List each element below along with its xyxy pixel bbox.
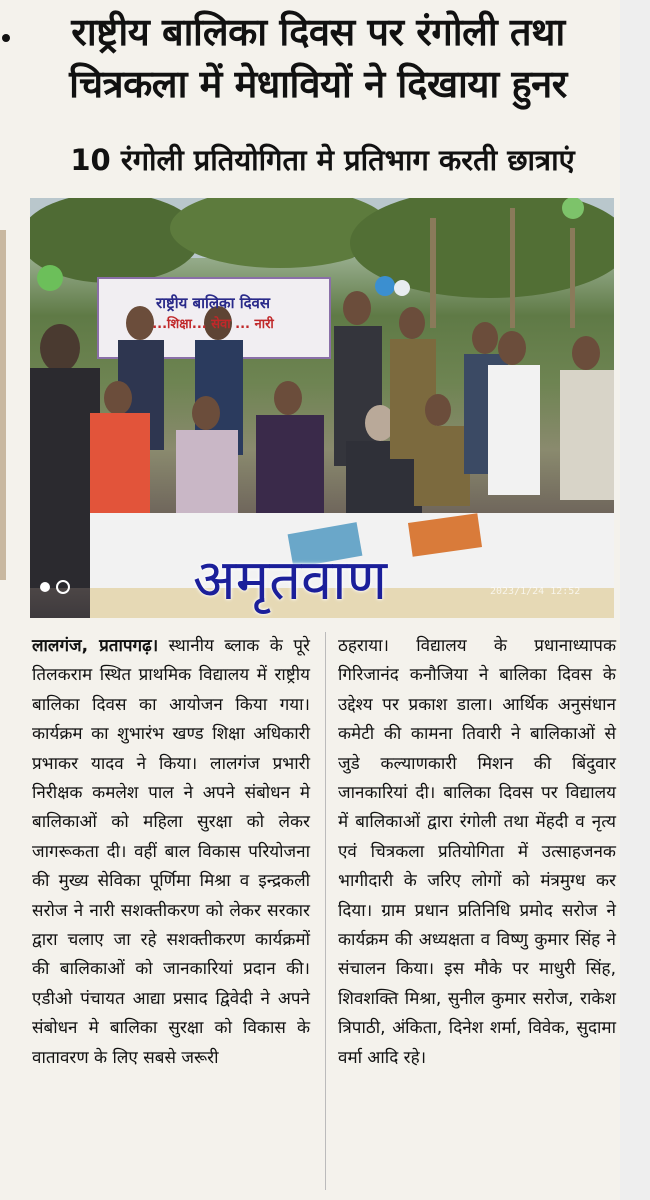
banner-line-1: राष्ट्रीय बालिका दिवस (155, 294, 271, 312)
banner-line-2: ...शिक्षा... सेवा ... नारी (152, 317, 274, 332)
photo-banner (102, 292, 324, 344)
watermark-text: अमृतवाण (192, 548, 388, 613)
dateline: लालगंज, प्रतापगढ़। (32, 636, 159, 656)
headline-line-1: राष्ट्रीय बालिका दिवस पर रंगोली तथा (71, 10, 565, 54)
headline-line-2: चित्रकला में मेधावियों ने दिखाया हुनर (69, 62, 567, 106)
camera-ring-icon (56, 580, 70, 594)
camera-dot-icon (40, 582, 50, 592)
headline-bullet (2, 34, 10, 42)
column-divider (325, 632, 326, 1190)
news-photo (30, 198, 614, 618)
headline (18, 6, 618, 110)
subheadline: 10 रंगोली प्रतियोगिता मे प्रतिभाग करती छात्राएं (70, 143, 575, 177)
article-left-text: स्थानीय ब्लाक के पूरे तिलकराम स्थित प्राथमिक विद्यालय में राष्ट्रीय बालिका दिवस का आयोजन किया गया। कार्यक्रम का शुभारंभ खण्ड शिक्षा अधिकारी प्रभाकर यादव ने किया। लालगंज प्रभारी निरीक्षक कमलेश पाल ने अपने संबोधन मे बालिकाओं को महिला सुरक्षा को लेकर जागरूकता दी। वहीं बाल विकास परियोजना की मुख्य सेविका पूर्णिमा मिश्रा व इन्द्रकली सरोज ने नारी सशक्तीकरण को लेकर सरकार द्वारा चलाए जा रहे सशक्तीकरण कार्यक्रमों की बालिकाओं को जानकारियां प्रदान की। एडीओ पंचायत आद्या प्रसाद द्विवेदी ने अपने संबोधन मे बालिका सुरक्षा को विकास के वातावरण के लिए सबसे जरूरी (32, 636, 310, 1068)
article-left-column (32, 632, 310, 1073)
article-right-text: ठहराया। विद्यालय के प्रधानाध्यापक गिरिजानंद कनौजिया ने बालिका दिवस के उद्देश्य पर प्रकाश डाला। आर्थिक अनुसंधान कमेटी की कामना तिवारी ने बालिकाओं से जुडे कल्याणकारी मिशन की बिंदुवार जानकारियां दी। बालिका दिवस पर विद्यालय में बालिकाओं द्वारा रंगोली तथा मेंहदी व नृत्य एवं चित्रकला प्रतियोगिता में उत्साहजनक भागीदारी के जरिए लोगों को मंत्रमुग्ध कर दिया। ग्राम प्रधान प्रतिनिधि प्रमोद सरोज ने कार्यक्रम की अध्यक्षता व विष्णु कुमार सिंह ने संचालन किया। इस मौके पर माधुरी सिंह, शिवशक्ति मिश्रा, सुनील कुमार सरोज, राकेश त्रिपाठी, अंकिता, दिनेश शर्मा, विवेक, सुदामा वर्मा आदि रहे। (338, 636, 616, 1068)
photo-timestamp: 2023/1/24 12:52 (490, 586, 581, 597)
page-gutter (620, 0, 650, 1200)
article-right-column (338, 632, 616, 1073)
page-edge-strip (0, 230, 6, 580)
